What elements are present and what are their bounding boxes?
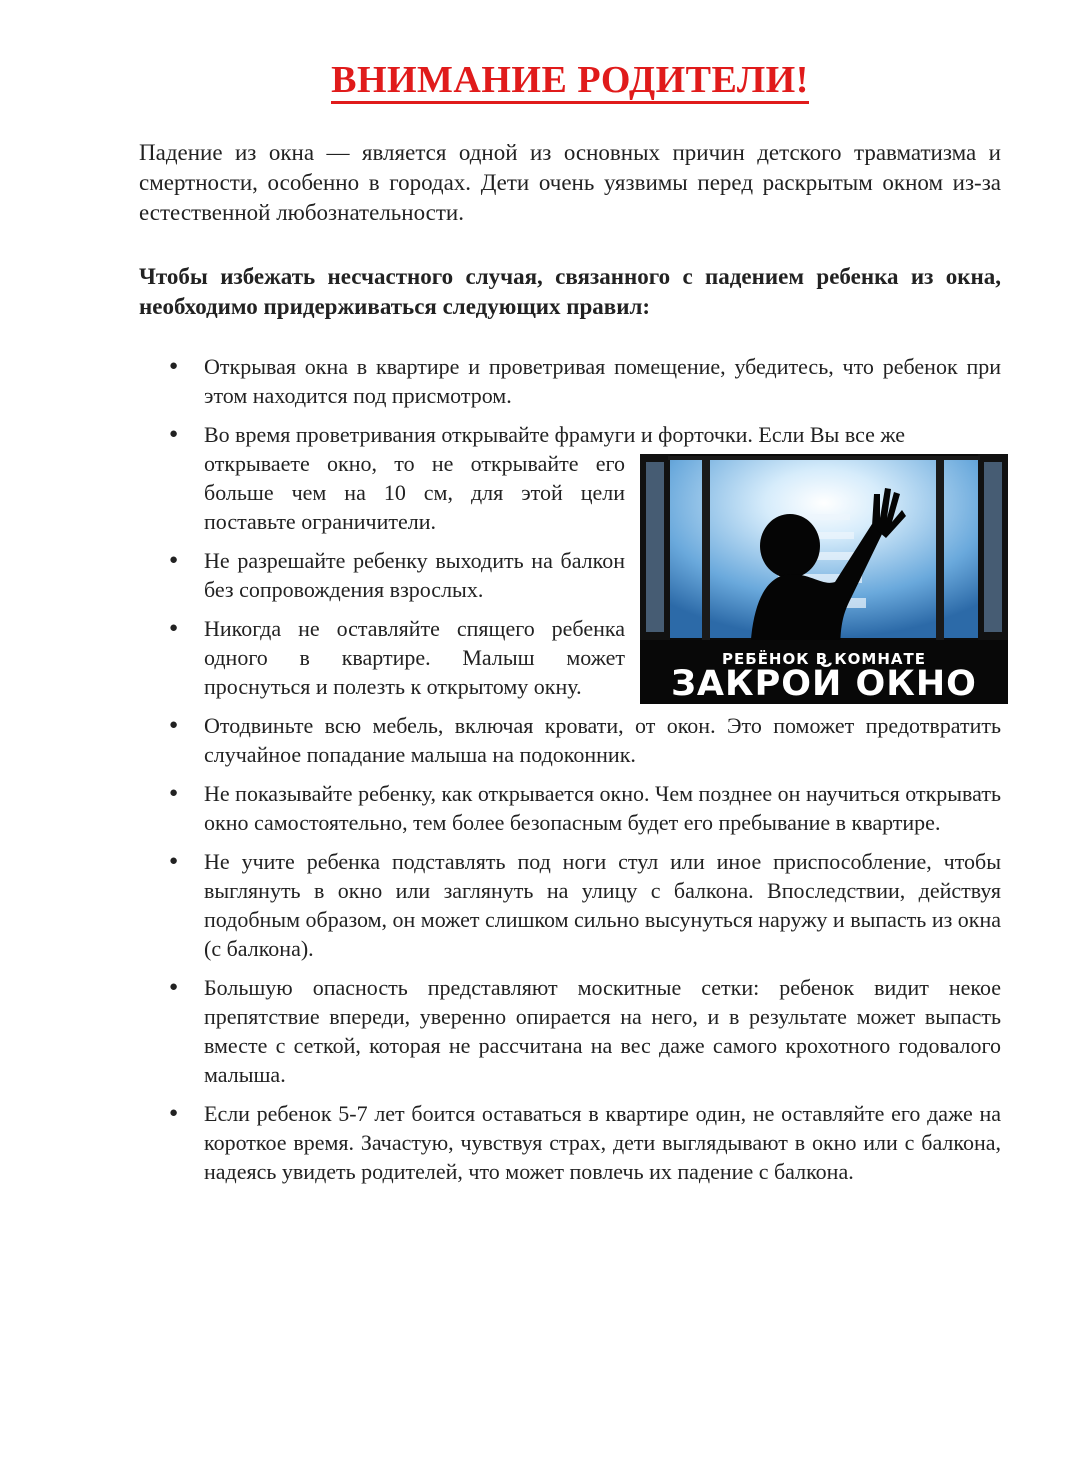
rule-text: Большую опасность представляют москитные сетки: ребенок видит некое препятствие впереди, уверенно опирается на него, и в результате может выпасть вместе с сеткой, которая не рассчитана на вес даже самого крохотного годовалого малыша.	[204, 975, 1001, 1087]
rule-item	[139, 546, 625, 604]
rule-item	[139, 614, 625, 701]
rule-item	[139, 420, 1001, 449]
rule-item	[139, 711, 1001, 769]
rule-text: Во время проветривания открывайте фрамуги и форточки. Если Вы все же	[204, 422, 906, 447]
rule-text: Открывая окна в квартире и проветривая помещение, убедитесь, что ребенок при этом находится под присмотром.	[204, 354, 1001, 408]
rule-item	[139, 1099, 1001, 1186]
rule-item	[139, 352, 1001, 410]
page-title-text: ВНИМАНИЕ РОДИТЕЛИ!	[331, 59, 809, 104]
rule-text: Никогда не оставляйте спящего ребенка одного в квартире. Малыш может проснуться и полезть к открытому окну.	[204, 616, 625, 699]
safety-poster-image	[640, 454, 1008, 704]
intro-paragraph: Падение из окна — является одной из основных причин детского травматизма и смертности, особенно в городах. Дети очень уязвимы перед раскрытым окном из-за естественной любознательности.	[139, 140, 1001, 225]
rule-text: Если ребенок 5-7 лет боится оставаться в квартире один, не оставляйте его даже на короткое время. Зачастую, чувствуя страх, дети выглядывают в окно или с балкона, надеясь увидеть родителей, что может повлечь их падение с балкона.	[204, 1101, 1001, 1184]
rule-text: Не разрешайте ребенку выходить на балкон без сопровождения взрослых.	[204, 548, 625, 602]
poster-caption-small: РЕБЁНОК В КОМНАТЕ	[722, 650, 926, 668]
rule-item	[139, 973, 1001, 1089]
rule-text: открываете окно, то не открывайте его больше чем на 10 см, для этой цели поставьте ограничители.	[204, 451, 625, 534]
rule-item	[139, 847, 1001, 963]
rule-text: Не учите ребенка подставлять под ноги стул или иное приспособление, чтобы выглянуть в окно или заглянуть на улицу с балкона. Впоследствии, действуя подобным образом, он может слишком сильно высунуться наружу и выпасть из окна (с балкона).	[204, 849, 1002, 961]
poster-caption-big: ЗАКРОЙ ОКНО	[671, 664, 977, 704]
rule-item-continued	[139, 449, 625, 536]
rules-lead-paragraph: Чтобы избежать несчастного случая, связанного с падением ребенка из окна, необходимо придерживаться следующих правил:	[139, 264, 1001, 319]
rule-text: Отодвиньте всю мебель, включая кровати, от окон. Это поможет предотвратить случайное попадание малыша на подоконник.	[204, 713, 1001, 767]
page-title	[0, 58, 1076, 102]
rule-item	[139, 779, 1001, 837]
rule-text: Не показывайте ребенку, как открывается окно. Чем позднее он научиться открывать окно самостоятельно, тем более безопасным будет его пребывание в квартире.	[204, 781, 1001, 835]
